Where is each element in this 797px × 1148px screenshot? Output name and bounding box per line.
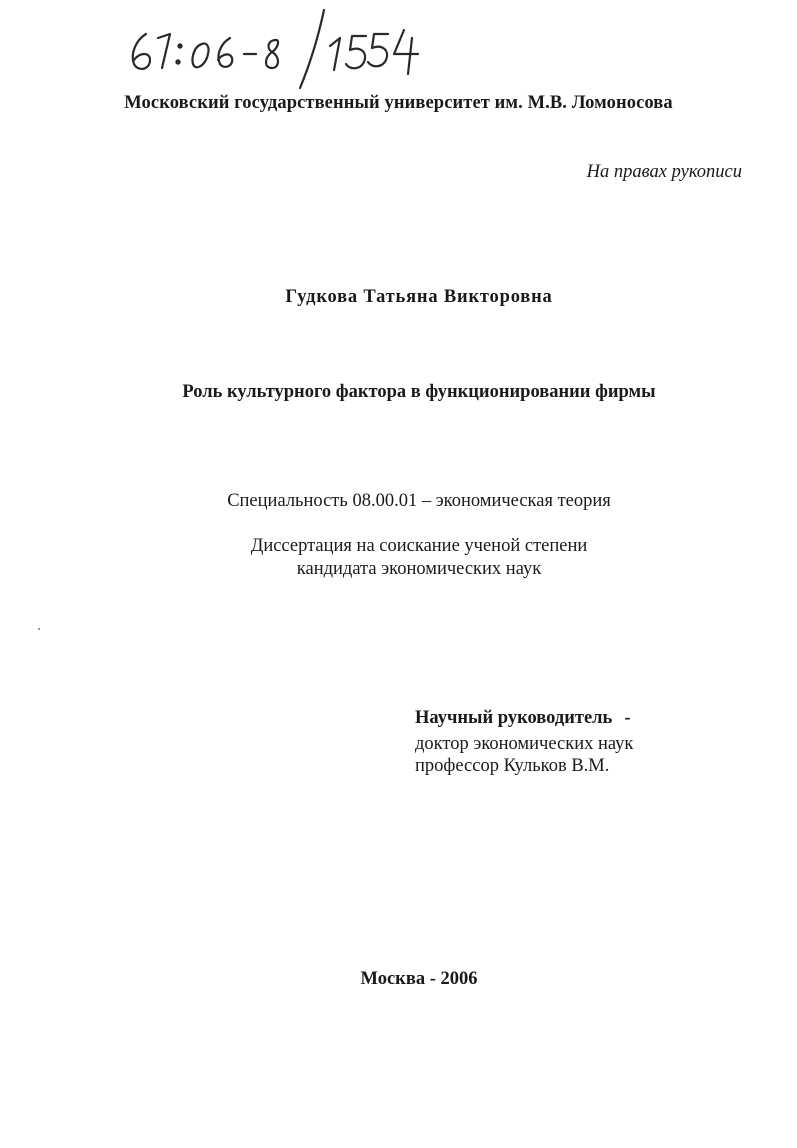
scan-speck <box>38 628 40 630</box>
dissertation-title: Роль культурного фактора в функционировании фирмы <box>182 382 656 402</box>
supervisor-dash: - <box>624 708 631 728</box>
handwritten-catalog-number-drawing <box>118 8 428 90</box>
supervisor-name: профессор Кульков В.М. <box>415 756 610 776</box>
supervisor-degree: доктор экономических наук <box>415 734 634 754</box>
degree-line-2: кандидата экономических наук <box>296 559 542 579</box>
supervisor-label: Научный руководитель <box>415 708 613 728</box>
degree-line-1: Диссертация на соискание ученой степени <box>250 536 588 556</box>
supervisor-heading <box>415 708 631 729</box>
manuscript-rights-note: На правах рукописи <box>586 162 742 182</box>
author-name: Гудкова Татьяна Викторовна <box>285 287 553 307</box>
specialty-line: Специальность 08.00.01 – экономическая теория <box>227 491 611 511</box>
university-name: Московский государственный университет им. М.В. Ломоносова <box>124 93 673 113</box>
handwritten-catalog-number <box>118 8 428 90</box>
city-year: Москва - 2006 <box>360 969 478 989</box>
